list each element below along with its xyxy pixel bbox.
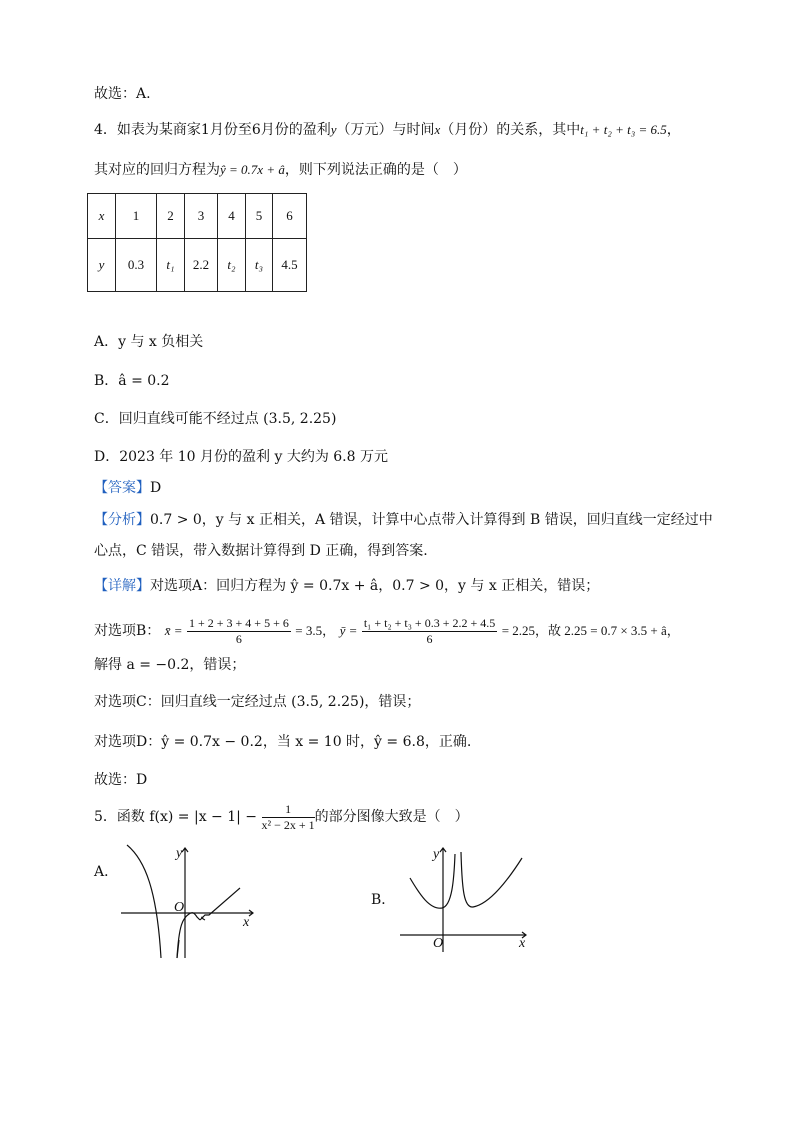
y-axis-label: y	[433, 847, 440, 862]
q4-option-d: D．2023 年 10 月份的盈利 y 大约为 6.8 万元	[94, 449, 388, 465]
q5-option-b-label: B．	[371, 892, 396, 908]
table-cell: 2.2	[185, 239, 218, 292]
curve-right	[200, 888, 240, 920]
origin-label: O	[174, 900, 185, 915]
q4-conclusion: 故选：D	[94, 772, 148, 788]
q5-graph-a	[115, 840, 265, 965]
curve-middle	[177, 913, 200, 958]
table-cell: 2	[157, 194, 185, 239]
table-cell: 5	[246, 194, 273, 239]
table-cell: t₁	[157, 239, 185, 292]
q5-graph-b	[398, 840, 536, 960]
q4-regression-equation: ŷ = 0.7x + â	[220, 162, 285, 177]
q4-stem-line-1: 4．如表为某商家1月份至6月份的盈利y（万元）与时间x（月份）的关系，其中t₁ + t₂ + t₃ = 6.5，	[94, 122, 681, 138]
q4-condition: t₁ + t₂ + t₃ = 6.5	[580, 122, 667, 137]
x-axis-label: x	[243, 915, 250, 930]
table-cell: 3	[185, 194, 218, 239]
table-cell: 4.5	[273, 239, 307, 292]
curve-left-branch	[127, 845, 161, 958]
q4-data-table	[87, 193, 307, 292]
table-cell: 4	[218, 194, 246, 239]
q4-analysis-line-2: 心点，C 错误，带入数据计算得到 D 正确，得到答案.	[94, 543, 428, 559]
q5-option-a-label: A．	[94, 864, 119, 880]
q5-fraction: $\frac{1}{\text{x² − 2x + 1}}$	[261, 801, 315, 832]
detail-label: 【详解】	[94, 578, 150, 594]
q4-detail-d: 对选项D：ŷ = 0.7x − 0.2，当 x = 10 时，ŷ = 6.8，正确.	[94, 734, 472, 750]
table-row-y	[88, 239, 307, 292]
x-axis-label: x	[519, 936, 526, 951]
curve-left	[410, 854, 455, 908]
table-cell: y	[88, 239, 116, 292]
analysis-label: 【分析】	[94, 512, 150, 528]
q4-answer: 【答案】D	[94, 480, 162, 496]
q5-stem: 5．函数 f(x) = |x − 1| − $\frac{1}{\text{x² − 2x + 1}}$ 的部分图像大致是（ ）	[94, 801, 469, 832]
q4-detail-b: 对选项B： x̄ = $\frac{1 + 2 + 3 + 4 + 5 + 6}{6}$ = 3.5， ȳ = $\frac{\text{t₁ + t₂ + t₃ + 0.3 + 2.2 + 4.5}}{6}$ = 2.25，故 2.25 = 0.7 × 3.5 + â，	[94, 615, 680, 646]
q4-option-c: C．回归直线可能不经过点 (3.5, 2.25)	[94, 411, 337, 427]
table-cell: 1	[116, 194, 157, 239]
table-cell: t₃	[246, 239, 273, 292]
table-cell: x	[88, 194, 116, 239]
q4-detail-c: 对选项C：回归直线一定经过点 (3.5, 2.25)，错误；	[94, 694, 421, 710]
q4-option-a: A．y 与 x 负相关	[94, 334, 204, 350]
answer-label: 【答案】	[94, 480, 150, 496]
previous-conclusion: 故选：A.	[94, 86, 151, 102]
table-cell: t₂	[218, 239, 246, 292]
q4-stem-line-2: 其对应的回归方程为ŷ = 0.7x + â，则下列说法正确的是（ ）	[94, 162, 467, 178]
q4-detail-b-2: 解得 a = −0.2，错误；	[94, 657, 246, 673]
xbar-fraction: $\frac{1 + 2 + 3 + 4 + 5 + 6}{6}$	[189, 615, 289, 646]
table-row-x	[88, 194, 307, 239]
q4-option-b: B．â = 0.2	[94, 373, 170, 389]
origin-label: O	[433, 936, 444, 951]
curve-right	[461, 852, 522, 907]
q4-detail-a: 【详解】对选项A：回归方程为 ŷ = 0.7x + â，0.7 > 0，y 与 x 正相关，错误；	[94, 578, 600, 594]
table-cell: 0.3	[116, 239, 157, 292]
y-axis-label: y	[176, 846, 183, 861]
table-cell: 6	[273, 194, 307, 239]
q4-analysis-line-1: 【分析】0.7 > 0，y 与 x 正相关，A 错误，计算中心点带入计算得到 B 错误，回归直线一定经过中	[94, 512, 713, 528]
ybar-fraction: $\frac{\text{t₁ + t₂ + t₃ + 0.3 + 2.2 + 4.5}}{6}$	[363, 615, 496, 646]
